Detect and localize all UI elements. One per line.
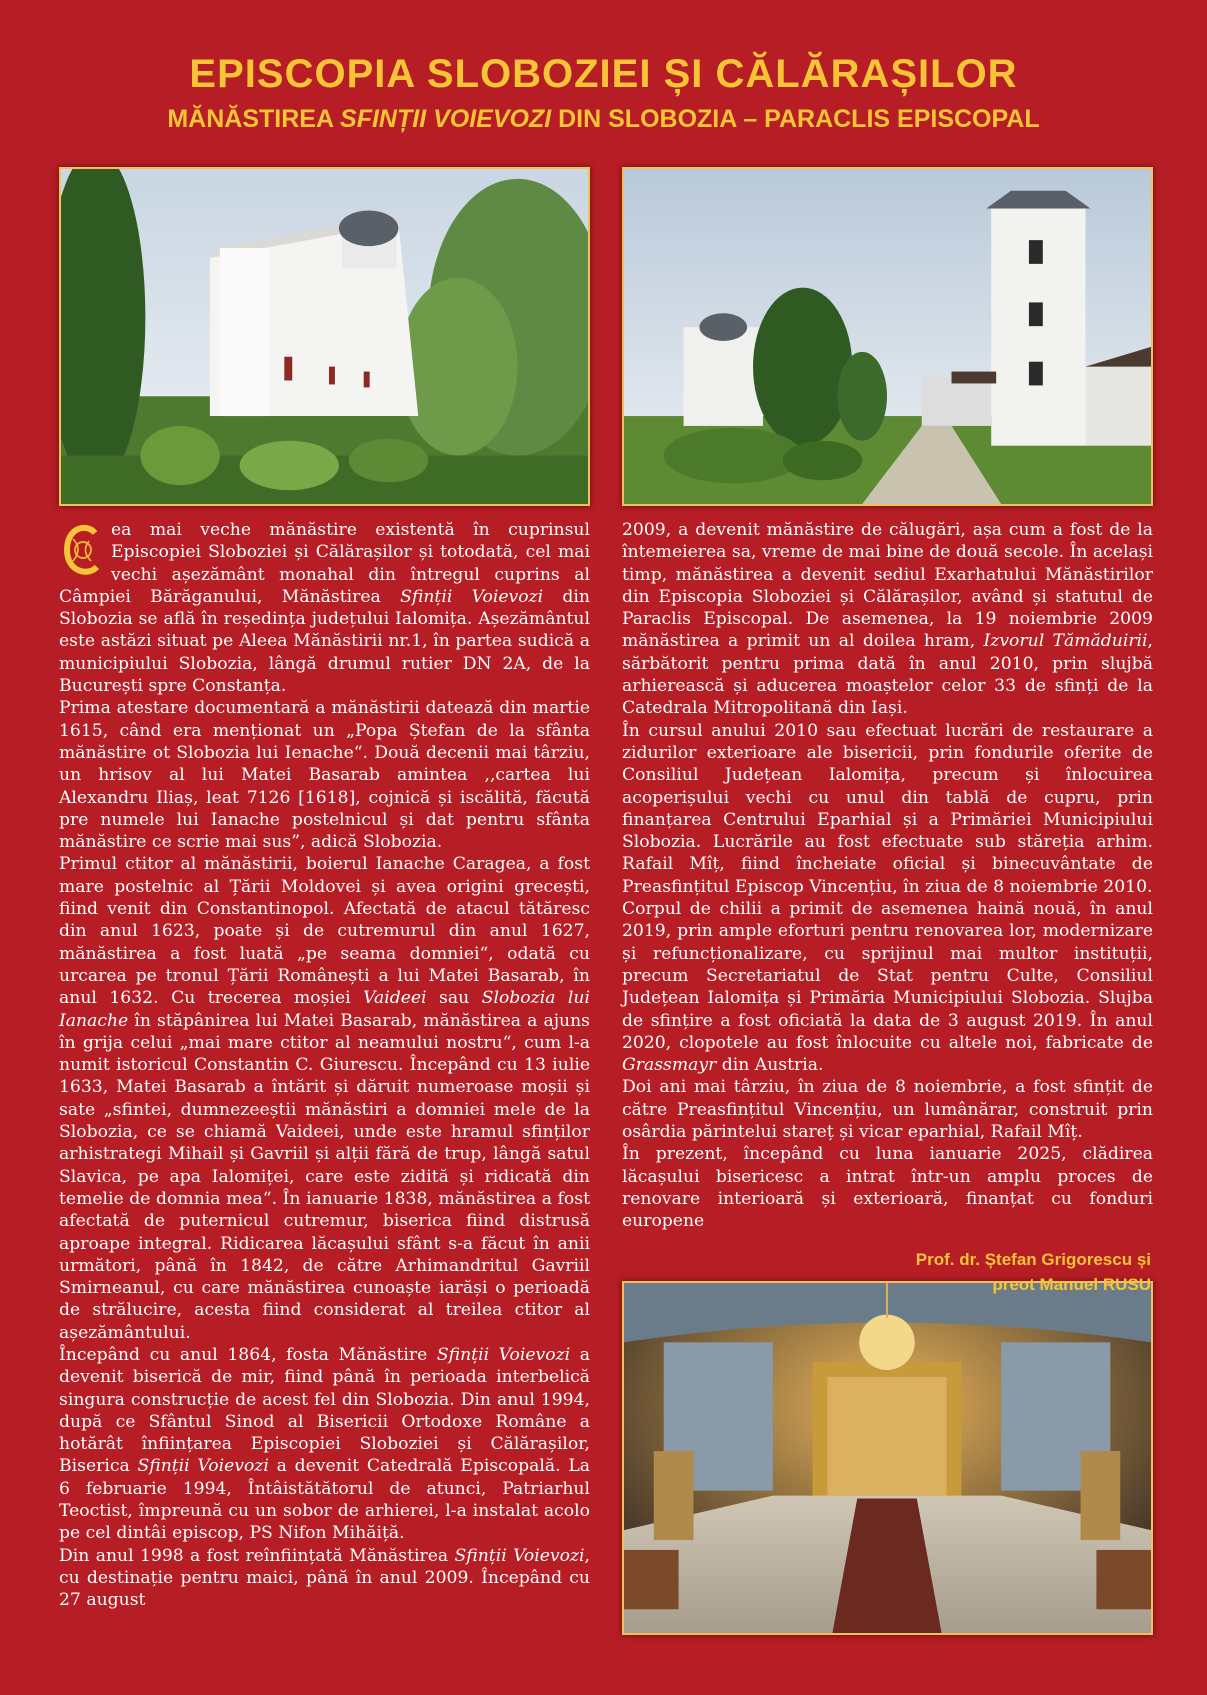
text-run: , cu destinație pentru maici, până în anul 2009. Începând cu 27 august xyxy=(59,1545,590,1611)
text-run: din Slobozia se află în reședința județului Ialomița. Așezământul este astăzi situat pe Aleea Mănăstirii nr.1, în partea sudică a municipiului Slobozia, lângă drumul rutier DN 2A, de la București spre Constanța. xyxy=(59,586,590,697)
text-italic: Sfinții Voievozi xyxy=(137,1456,269,1477)
left-paragraph-3 xyxy=(59,853,590,1344)
subtitle-italic: SFINȚII VOIEVOZI xyxy=(340,105,552,133)
right-paragraph-1 xyxy=(622,519,1153,720)
text-italic: Grassmayr xyxy=(622,1055,717,1076)
text-run: în stăpânirea lui Matei Basarab, mănăstirea a ajuns în grija celui „mai mare ctitor al neamului nostru“, cum l-a numit istoricul Constantin C. Giurescu. Începând cu 13 iulie 1633, Matei Basarab a întărit și dăruit numeroase moșii și sate „sfintei, dumnezeeștii mănăstiri a domniei mele de la Slobozia, ce se chiamă Vaideei, unde este hramul sfinților arhistrategi Mihail și Gavriil și alții fără de trup, lângă satul Slavica, pe apa Ialomiței, care este zidită și ridicată din temelie de domnia mea“. În ianuarie 1838, mănăstirea a fost afectată de puternicul cutremur, biserica fiind distrusă aproape integral. Ridicarea lăcașului sfânt s-a făcut în anii următori, până în 1842, de către Arhimandritul Gavriil Smirneanul, cu care mănăstirea cunoaște iarăși o perioadă de strălucire, acesta fiind considerat al treilea ctitor al așezământului. xyxy=(59,1010,590,1343)
page-title: EPISCOPIA SLOBOZIEI ȘI CĂLĂRAȘILOR xyxy=(189,52,1018,96)
page-subtitle xyxy=(0,105,1207,134)
text-run: din Austria. xyxy=(716,1055,824,1076)
text-run: a devenit biserică de mir, fiind până în perioada interbelică singura construcție de acest fel din Slobozia. Din anul 1994, după ce Sfântul Sinod al Bisericii Ortodoxe Române a hotărât înființarea Episcopiei Sloboziei și Călărașilor, Biserica xyxy=(59,1344,590,1477)
text-italic: Vaideei xyxy=(363,988,427,1009)
left-paragraph-1 xyxy=(59,519,590,697)
dropcap-c-ornament xyxy=(59,521,105,579)
right-paragraph-2: În cursul anului 2010 sau efectuat lucrări de restaurare a zidurilor exterioare ale bisericii, prin fondurile oferite de Consiliul Județean Ialomița, precum și înlocuirea acoperișului vechi cu unul din tablă de cupru, prin finanțarea Centrului Eparhial și a Primăriei Municipiului Slobozia. Lucrările au fost efectuate sub stăreția arhim. Rafail Mîț, fiind încheiate oficial și binecuvântate de Preasfințitul Episcop Vincențiu, în ziua de 8 noiembrie 2010. xyxy=(622,720,1153,897)
subtitle-part2: DIN SLOBOZIA – PARACLIS EPISCOPAL xyxy=(551,105,1040,133)
right-text-column xyxy=(622,519,1153,1233)
author-signature xyxy=(916,1247,1151,1297)
author-line-1: Prof. dr. Ștefan Grigorescu și xyxy=(915,1250,1151,1269)
right-paragraph-4: Doi ani mai târziu, în ziua de 8 noiembrie, a fost sfințit de către Preasfințitul Vincențiu, un lumânărar, construit prin osârdia părintelui stareț și vicar eparhial, Rafail Mîț. xyxy=(622,1077,1153,1143)
left-paragraph-2: Prima atestare documentară a mănăstirii datează din martie 1615, când era menționat un „Popa Ștefan de la sfânta mănăstire ot Slobozia lui Ienache“. Două decenii mai târziu, un hrisov al lui Matei Basarab amintea ,,cartea lui Alexandru Iliaș, leat 7126 [1618], cojnică și iscălită, făcută pre numele lui Ianache postelnicul și dat pentru sfânta mănăstire ce scrie mai sus”, adică Slobozia. xyxy=(59,698,590,853)
text-run: sau xyxy=(426,988,482,1009)
text-italic: Sfinții Voievozi xyxy=(454,1545,585,1566)
text-run: Începând cu anul 1864, fosta Mănăstire xyxy=(59,1344,437,1365)
bell-tower-photo xyxy=(622,167,1153,506)
right-paragraph-3 xyxy=(622,898,1153,1076)
right-paragraph-5: În prezent, începând cu luna ianuarie 2025, clădirea lăcașului bisericesc a intrat într-un amplu proces de renovare interioară și exterioară, finanțat cu fonduri europene xyxy=(622,1144,1153,1232)
text-run: 2009, a devenit mănăstire de călugări, așa cum a fost de la întemeierea sa, vreme de mai bine de două secole. În același timp, mănăstirea a devenit sediul Exarhatului Mănăstirilor din Episcopia Sloboziei și Călărașilor, având și statutul de Paraclis Episcopal. De asemenea, la 19 noiembrie 2009 mănăstirea a primit un al doilea hram, xyxy=(622,520,1154,652)
text-run: a devenit Catedrală Episcopală. La 6 februarie 1994, Întâistătătorul de atunci, Patriarhul Teoctist, împreună cu un sobor de arhierei, l-a instalat acolo pe cel dintâi episcop, PS Nifon Mihăiță. xyxy=(59,1456,590,1544)
subtitle-part1: MĂNĂSTIREA xyxy=(167,105,341,133)
left-text-column xyxy=(59,519,590,1612)
text-italic: Sfinții Voievozi xyxy=(436,1344,571,1365)
text-run: Primul ctitor al mănăstirii, boierul Ianache Caragea, a fost mare postelnic al Țării Moldovei și avea origini grecești, fiind venit din Constantinopol. Afectată de atacul tătăresc din anul 1623, poate și de cutremurul din anul 1627, mănăstirea a fost luată „pe seama domniei“, odată cu urcarea pe tronul Țării Românești a lui Matei Basarab, în anul 1632. Cu trecerea moșiei xyxy=(59,854,590,1009)
text-run: Din anul 1998 a fost reînființată Mănăstirea xyxy=(59,1545,455,1566)
text-italic: Sfinții Voievozi xyxy=(400,586,544,607)
text-italic: Izvorul Tămăduirii xyxy=(983,631,1148,652)
author-line-2: preot Manuel RUSU xyxy=(992,1275,1151,1294)
text-run: Corpul de chilii a primit de asemenea haină nouă, în anul 2019, prin ample eforturi pentru renovarea lor, modernizare și refuncționalizare, cu sprijinul mai multor instituții, precum Secretariatul de Stat pentru Culte, Consiliul Județean Ialomița și Primăria Municipiului Slobozia. Slujba de sfințire a fost oficiată la data de 3 august 2019. În anul 2020, clopotele au fost înlocuite cu altele noi, fabricate de xyxy=(622,899,1153,1053)
text-run: ea mai veche mănăstire existentă în cuprinsul Episcopiei Sloboziei și Călărașilor și totodată, cel mai vechi așezământ monahal din întregul cuprins al Câmpiei Bărăganului, Mănăstirea xyxy=(59,520,590,607)
church-interior-photo xyxy=(622,1281,1153,1635)
text-run: , sărbătorit pentru prima dată în anul 2010, prin slujbă arhierească și aducerea moaștelor celor 33 de sfinți de la Catedrala Mitropolitană din Iași. xyxy=(622,631,1153,719)
church-exterior-photo xyxy=(59,167,590,506)
left-paragraph-4 xyxy=(59,1344,590,1545)
left-paragraph-5 xyxy=(59,1545,590,1612)
text-italic: Slobozia lui Ianache xyxy=(59,988,590,1031)
